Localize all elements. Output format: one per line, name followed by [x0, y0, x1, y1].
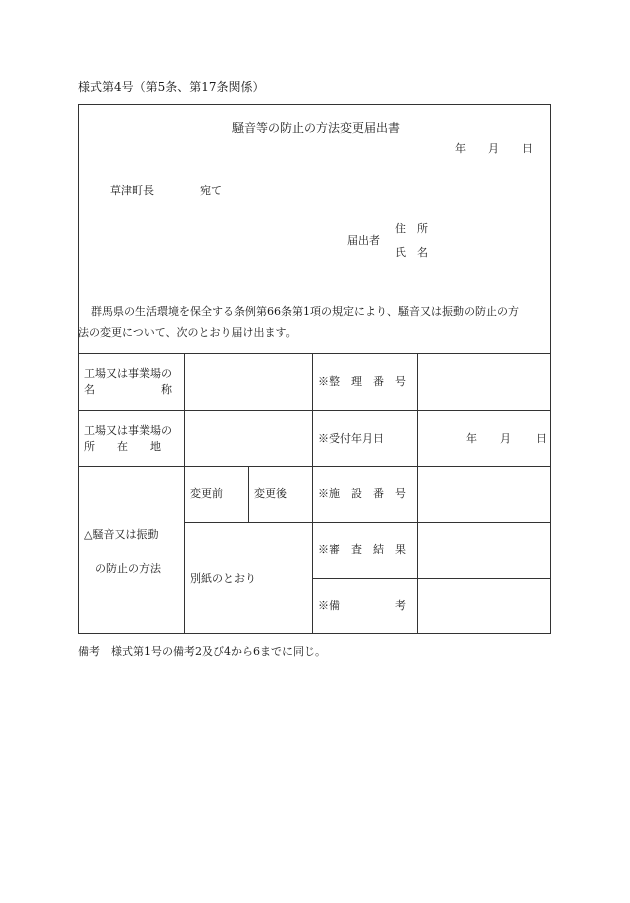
prevention-method-label-line1: △騒音又は振動: [84, 528, 159, 541]
addressee-suffix: 宛て: [200, 184, 222, 197]
factory-location-field[interactable]: [185, 411, 312, 466]
date-year[interactable]: 年: [455, 142, 466, 155]
reference-number-label: ※整 理 番 号: [318, 375, 406, 388]
notifier-label: 届出者: [347, 234, 380, 247]
facility-number-field[interactable]: [418, 467, 550, 522]
date-month[interactable]: 月: [488, 142, 499, 155]
notifier-address-label[interactable]: 住 所: [395, 222, 428, 235]
received-month[interactable]: 月: [500, 432, 511, 445]
body-text-line1: 群馬県の生活環境を保全する条例第66条第1項の規定により、騒音又は振動の防止の方: [91, 305, 519, 318]
before-change-header: 変更前: [190, 487, 223, 500]
column-divider: [248, 466, 249, 522]
received-day[interactable]: 日: [536, 432, 547, 445]
reference-number-field[interactable]: [418, 354, 550, 410]
factory-name-field[interactable]: [185, 354, 312, 410]
see-attached-text[interactable]: 別紙のとおり: [190, 572, 256, 585]
form-number: 様式第4号（第5条、第17条関係）: [78, 80, 265, 94]
review-result-label: ※審 査 結 果: [318, 543, 406, 556]
date-day[interactable]: 日: [522, 142, 533, 155]
remarks-label: ※備 考: [318, 599, 406, 612]
footnote: 備考 様式第1号の備考2及び4から6までに同じ。: [78, 645, 326, 658]
facility-number-label: ※施 設 番 号: [318, 487, 406, 500]
notifier-name-label[interactable]: 氏 名: [395, 246, 428, 259]
factory-location-label-line1: 工場又は事業場の: [84, 424, 172, 437]
column-divider: [312, 353, 313, 634]
factory-name-label-line1: 工場又は事業場の: [84, 367, 172, 380]
received-date-label: ※受付年月日: [318, 432, 384, 445]
form-title: 騒音等の防止の方法変更届出書: [232, 121, 401, 135]
row-divider: [78, 410, 551, 411]
factory-name-label-line2: 名 称: [84, 383, 172, 396]
after-change-header: 変更後: [254, 487, 287, 500]
review-result-field[interactable]: [418, 523, 550, 578]
prevention-method-label-line2: の防止の方法: [95, 562, 161, 575]
received-year[interactable]: 年: [466, 432, 477, 445]
body-text-line2: 法の変更について、次のとおり届け出ます。: [78, 326, 297, 339]
factory-location-label-line2: 所 在 地: [84, 440, 161, 453]
addressee-name: 草津町長: [110, 184, 154, 197]
remarks-field[interactable]: [418, 579, 550, 633]
